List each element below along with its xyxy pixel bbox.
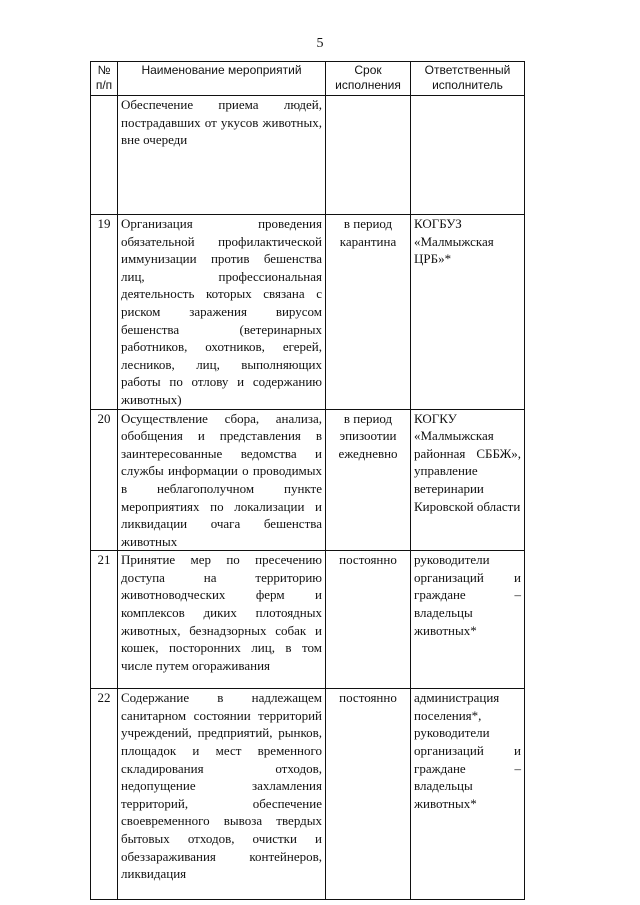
page-number: 5 [316,36,324,51]
table-row [91,96,525,215]
measure-term: в период карантина [326,215,411,410]
header-num: № п/п [91,62,118,96]
measure-responsible: руководители организаций и граждане – владельцы животных* [411,551,525,689]
measure-term [326,96,411,215]
measures-table [90,61,525,900]
table-row [91,215,525,410]
measure-name: Содержание в надлежащем санитарном состоянии территорий учреждений, предприятий, рынков, площадок и мест временного складирования отходов, недопущение захламления территорий, обеспечение своевременного вывоза твердых бытовых отходов, очистки и обеззараживания контейнеров, ликвидация [118,689,326,900]
measure-term: постоянно [326,689,411,900]
row-number [91,96,118,215]
table-row [91,551,525,689]
row-number: 22 [91,689,118,900]
measure-responsible: КОГБУЗ «Малмыжская ЦРБ»* [411,215,525,410]
header-term: Срок исполнения [326,62,411,96]
header-name: Наименование мероприятий [118,62,326,96]
measure-name: Принятие мер по пресечению доступа на территорию животноводческих ферм и комплексов диких плотоядных животных, безнадзорных собак и кошек, посторонних лиц, в том числе путем огораживания [118,551,326,689]
measure-term: постоянно [326,551,411,689]
row-number: 20 [91,409,118,551]
measure-responsible [411,96,525,215]
measure-name: Обеспечение приема людей, пострадавших от укусов животных, вне очереди [118,96,326,215]
row-number: 19 [91,215,118,410]
measure-responsible: администрация поселения*, руководители организаций и граждане – владельцы животных* [411,689,525,900]
table-header-row [91,62,525,96]
table-row [91,409,525,551]
table-row [91,689,525,900]
measure-name: Организация проведения обязательной профилактической иммунизации против бешенства лиц, профессиональная деятельность которых связана с риском заражения вирусом бешенства (ветеринарных работников, охотников, егерей, лесников, лиц, выполняющих работы по отлову и содержанию животных) [118,215,326,410]
header-responsible: Ответственный исполнитель [411,62,525,96]
row-number: 21 [91,551,118,689]
measure-name: Осуществление сбора, анализа, обобщения и представления в заинтересованные ведомства и службы информации о проводимых в неблагополучном пункте мероприятиях по локализации и ликвидации очага бешенства животных [118,409,326,551]
measure-responsible: КОГКУ «Малмыжская районная СББЖ», управление ветеринарии Кировской области [411,409,525,551]
measure-term: в период эпизоотии ежедневно [326,409,411,551]
